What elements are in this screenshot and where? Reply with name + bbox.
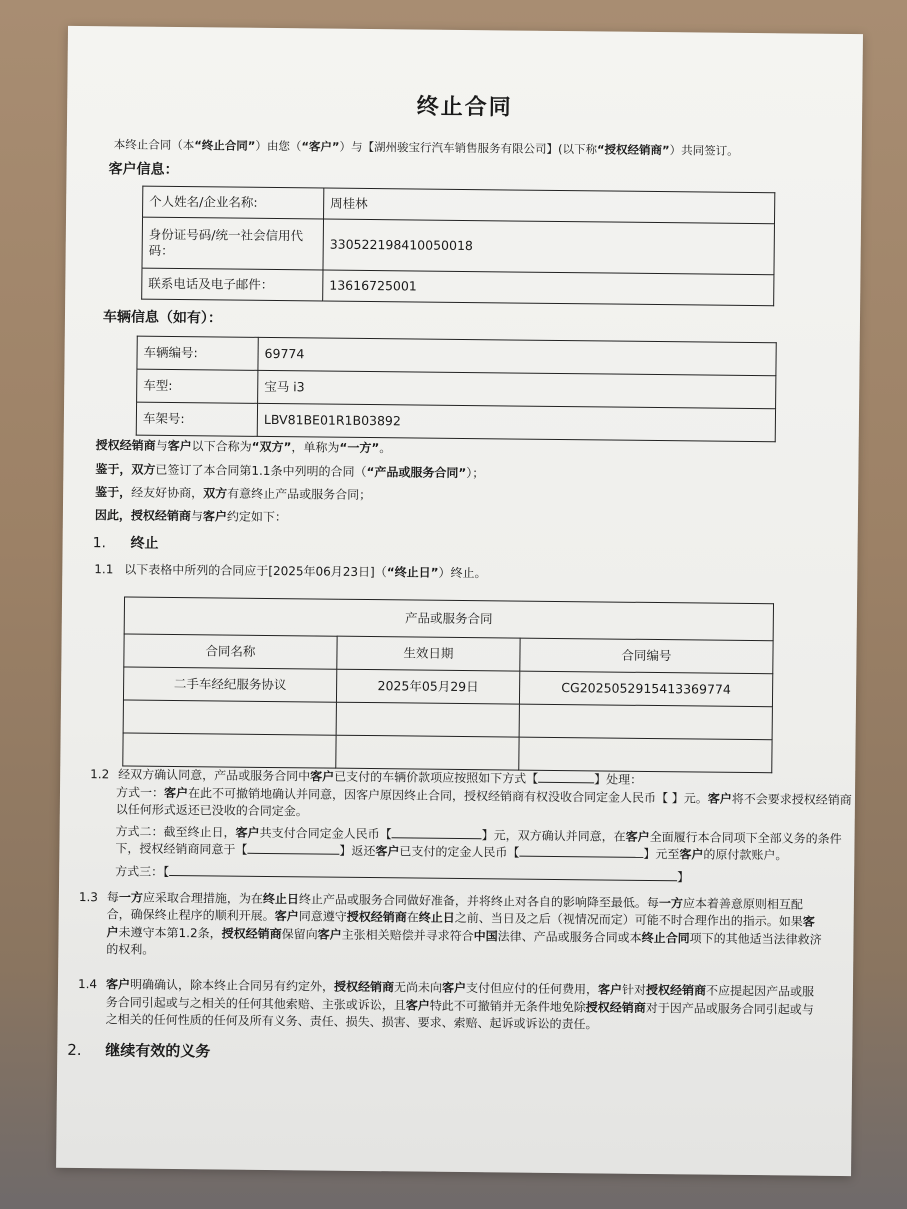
column-header: 合同名称 bbox=[124, 634, 337, 669]
section-1-heading: 1. 终止 bbox=[92, 534, 159, 552]
whereas-paragraph-1: 鉴于，双方已签订了本合同第1.1条中列明的合同（“产品或服务合同”）； bbox=[95, 461, 485, 480]
clause-1-1: 1.1 以下表格中所列的合同应于[2025年06月23日]（“终止日”）终止。 bbox=[94, 562, 487, 581]
vehicle-info-table bbox=[136, 336, 777, 443]
table-row: 个人姓名/企业名称: 周桂林 bbox=[143, 186, 775, 224]
parties-paragraph: 授权经销商与客户以下合称为“双方”，单称为“一方”。 bbox=[95, 438, 392, 456]
intro-paragraph: 本终止合同（本“终止合同”）由您（“客户”）与【湖州骏宝行汽车销售服务有限公司】(以下称“授权经销商”）共同签订。 bbox=[113, 137, 739, 158]
vehicle-info-heading: 车辆信息（如有）： bbox=[102, 309, 223, 327]
customer-info-heading: 客户信息： bbox=[108, 160, 179, 178]
contract-page bbox=[56, 26, 863, 1176]
column-header: 生效日期 bbox=[337, 637, 520, 672]
table-row: 身份证号码/统一社会信用代码： 330522198410050018 bbox=[142, 217, 774, 275]
table-row: 车辆编号: 69774 bbox=[137, 336, 776, 376]
table-row: 车型: 宝马 i3 bbox=[137, 369, 776, 409]
table-row: 联系电话及电子邮件： 13616725001 bbox=[142, 268, 774, 306]
whereas-paragraph-2: 鉴于，经友好协商，双方有意终止产品或服务合同； bbox=[95, 485, 372, 502]
page-title: 终止合同 bbox=[416, 94, 513, 121]
customer-info-table bbox=[141, 185, 775, 306]
therefore-paragraph: 因此，授权经销商与客户约定如下： bbox=[94, 508, 288, 525]
clause-1-2: 1.2 经双方确认同意，产品或服务合同中客户已支付的车辆价款项应按照如下方式【 】处理： 方式一：客户在此不可撤销地确认并同意，因客户原因终止合同，授权经销商有权没收合同定金人民币【 】元。客户将不会要求授权经销商以任何形式返还已没收的合同定金。 方式二：截至终止日，客户共支付合同定金人民币【 】元，双方确认并同意，在客户全面履行本合同项下全部义务的条件下，授权经销商同意于【 】返还客户已支付的定金人民币【 】元至客户的原付款账户。 方式三：【 】 bbox=[90, 767, 852, 885]
contract-table-title: 产品或服务合同 bbox=[124, 597, 773, 641]
contract-table bbox=[122, 597, 774, 774]
column-header: 合同编号 bbox=[520, 639, 773, 675]
clause-1-3: 1.3 每一方应采取合理措施，为在终止日终止产品或服务合同做好准备，并将终止对各自的影响降至最低。每一方应本着善意原则相互配合，确保终止程序的顺利开展。客户同意遵守授权经销商在终止日之前、当日及之后（视情况而定）可能不时合理作出的指示。如果客户未遵守本第1.2条，授权经销商保留向客户主张相关赔偿并寻求符合中国法律、产品或服务合同或本终止合同项下的其他适当法律救济的权利。 bbox=[78, 889, 822, 957]
clause-1-4: 1.4 客户明确确认，除本终止合同另有约定外，授权经销商无尚未向客户支付但应付的任何费用，客户针对授权经销商不应提起因产品或服务合同引起或与之相关的任何其他索赔、主张或诉讼，且客户特此不可撤销并无条件地免除授权经销商对于因产品或服务合同引起或与之相关的任何性质的任何及所有义务、责任、损失、损害、要求、索赔、起诉或诉讼的责任。 bbox=[77, 977, 815, 1032]
table-row: 二手车经纪服务协议 2025年05月29日 CG2025052915413369774 bbox=[123, 667, 772, 707]
section-2-heading: 2. 继续有效的义务 bbox=[67, 1041, 211, 1061]
table-row: 车架号: LBV81BE01R1B03892 bbox=[136, 402, 775, 442]
